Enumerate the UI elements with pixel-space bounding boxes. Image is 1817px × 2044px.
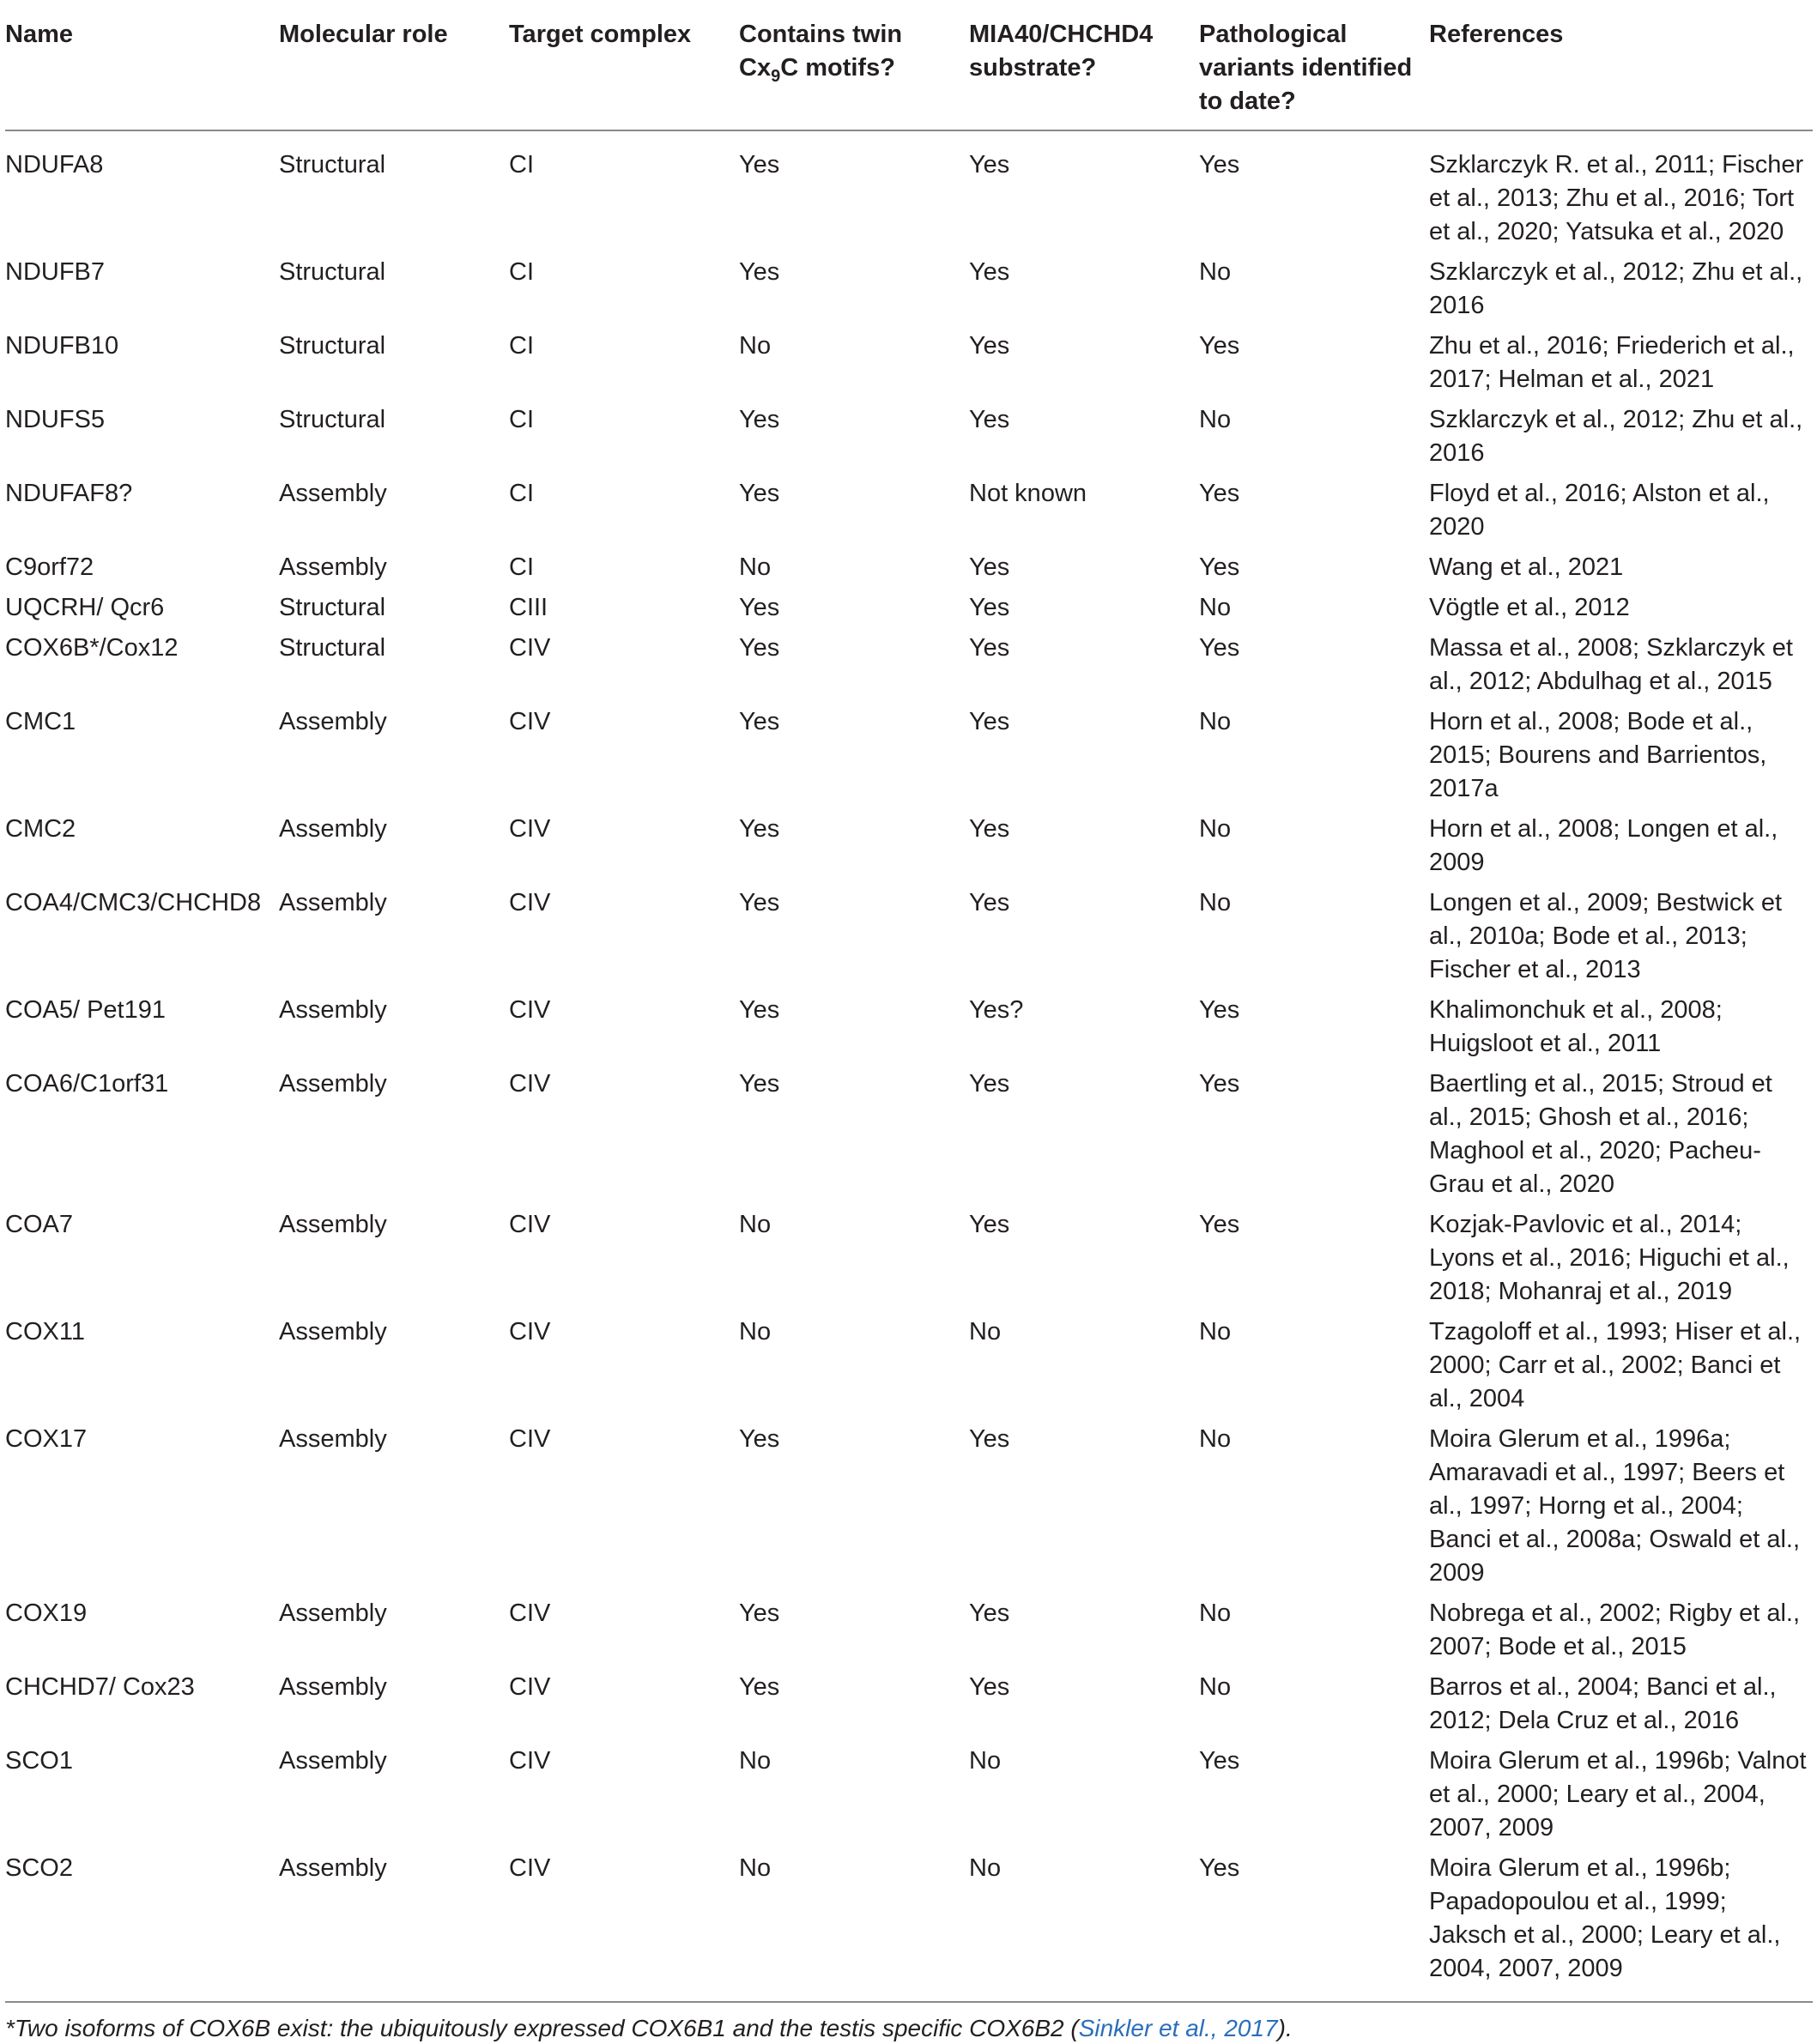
cell-twin-cx9c: Yes: [739, 1070, 780, 1098]
cell-references: Moira Glerum et al., 1996b; Papadopoulou et al., 1999; Jaksch et al., 2000; Leary et al., 2004, 2007, 2009: [1429, 1852, 1813, 2002]
cell-mia40-substrate: Yes: [969, 406, 1010, 433]
header-target-complex: Target complex: [509, 0, 739, 130]
cell-mia40-substrate: Yes: [969, 1600, 1010, 1627]
cell-mia40-substrate: Yes: [969, 1425, 1010, 1453]
cell-target-complex: CIV: [509, 815, 551, 843]
cell-references: Massa et al., 2008; Szklarczyk et al., 2012; Abdulhag et al., 2015: [1429, 634, 1793, 695]
cell-twin-cx9c: Yes: [739, 634, 780, 662]
cell-references: Kozjak-Pavlovic et al., 2014; Lyons et al., 2016; Higuchi et al., 2018; Mohanraj et al., 2019: [1429, 1211, 1790, 1305]
cell-references: Barros et al., 2004; Banci et al., 2012; Dela Cruz et al., 2016: [1429, 1673, 1777, 1734]
cell-target-complex: CIV: [509, 708, 551, 735]
cell-name: CMC2: [5, 815, 76, 843]
cell-molecular-role: Structural: [279, 151, 386, 178]
cell-molecular-role: Assembly: [279, 1600, 387, 1627]
cell-references: Zhu et al., 2016; Friederich et al., 2017; Helman et al., 2021: [1429, 332, 1795, 393]
cell-twin-cx9c: No: [739, 1747, 772, 1775]
cell-references: Horn et al., 2008; Bode et al., 2015; Bourens and Barrientos, 2017a: [1429, 708, 1767, 802]
cell-twin-cx9c: No: [739, 1852, 969, 2002]
cell-twin-cx9c: Yes: [739, 815, 780, 843]
cell-mia40-substrate: Not known: [969, 480, 1087, 507]
cell-name: NDUFA8: [5, 151, 104, 178]
cell-twin-cx9c: Yes: [739, 1425, 780, 1453]
cell-target-complex: CIV: [509, 889, 551, 916]
cell-references: Tzagoloff et al., 1993; Hiser et al., 2000; Carr et al., 2002; Banci et al., 2004: [1429, 1318, 1802, 1412]
cell-twin-cx9c: Yes: [739, 151, 780, 178]
cell-mia40-substrate: Yes: [969, 594, 1010, 621]
cell-molecular-role: Assembly: [279, 1211, 387, 1238]
cell-pathological-variants: Yes: [1199, 996, 1240, 1024]
cell-twin-cx9c: Yes: [739, 480, 780, 507]
cell-pathological-variants: Yes: [1199, 1852, 1429, 2002]
cell-name: COA7: [5, 1211, 73, 1238]
header-molecular-role: Molecular role: [279, 0, 509, 130]
cell-molecular-role: Assembly: [279, 708, 387, 735]
cell-pathological-variants: No: [1199, 594, 1232, 621]
cell-pathological-variants: Yes: [1199, 634, 1240, 662]
footnote-citation-link[interactable]: Sinkler et al., 2017: [1078, 2015, 1278, 2041]
cell-pathological-variants: Yes: [1199, 151, 1240, 178]
cell-mia40-substrate: Yes: [969, 634, 1010, 662]
table-row: [5, 813, 1813, 886]
cell-mia40-substrate: Yes: [969, 553, 1010, 581]
cell-name: COA5/ Pet191: [5, 996, 166, 1024]
table-footnote: [5, 2013, 1817, 2044]
cell-target-complex: CIV: [509, 1600, 551, 1627]
cell-twin-cx9c: No: [739, 1211, 772, 1238]
cell-name: CMC1: [5, 708, 76, 735]
cell-target-complex: CIV: [509, 1318, 551, 1346]
cell-molecular-role: Assembly: [279, 889, 387, 916]
cell-references: Floyd et al., 2016; Alston et al., 2020: [1429, 480, 1770, 541]
table-row: [5, 330, 1813, 403]
cell-twin-cx9c: Yes: [739, 996, 780, 1024]
cell-pathological-variants: Yes: [1199, 1070, 1240, 1098]
protein-table: [5, 0, 1813, 2003]
cell-pathological-variants: Yes: [1199, 1211, 1240, 1238]
cell-references: Khalimonchuk et al., 2008; Huigsloot et al., 2011: [1429, 996, 1723, 1057]
cell-pathological-variants: Yes: [1199, 1747, 1240, 1775]
cell-molecular-role: Structural: [279, 258, 386, 286]
cell-mia40-substrate: Yes: [969, 258, 1010, 286]
table-row: [5, 403, 1813, 477]
cell-molecular-role: Assembly: [279, 996, 387, 1024]
header-row: [5, 0, 1813, 130]
cell-name: SCO1: [5, 1747, 73, 1775]
table-row: [5, 1423, 1813, 1597]
cell-molecular-role: Structural: [279, 332, 386, 360]
cell-molecular-role: Assembly: [279, 1318, 387, 1346]
cell-molecular-role: Structural: [279, 594, 386, 621]
cell-mia40-substrate: Yes?: [969, 996, 1024, 1024]
cell-references: Vögtle et al., 2012: [1429, 594, 1630, 621]
cell-target-complex: CI: [509, 258, 534, 286]
cell-name: COA6/C1orf31: [5, 1070, 169, 1098]
cell-molecular-role: Structural: [279, 406, 386, 433]
cell-target-complex: CIV: [509, 1747, 551, 1775]
cell-mia40-substrate: Yes: [969, 1211, 1010, 1238]
cell-twin-cx9c: Yes: [739, 1600, 780, 1627]
cell-references: Longen et al., 2009; Bestwick et al., 2010a; Bode et al., 2013; Fischer et al., 2013: [1429, 889, 1783, 983]
cell-twin-cx9c: Yes: [739, 406, 780, 433]
footnote-tail: ).: [1277, 2015, 1293, 2041]
cell-mia40-substrate: Yes: [969, 332, 1010, 360]
cell-references: Wang et al., 2021: [1429, 553, 1624, 581]
cell-references: Szklarczyk et al., 2012; Zhu et al., 2016: [1429, 406, 1803, 467]
cell-target-complex: CI: [509, 553, 534, 581]
table-row: [5, 477, 1813, 551]
cell-target-complex: CIV: [509, 1425, 551, 1453]
table-row: [5, 591, 1813, 632]
cell-pathological-variants: No: [1199, 1673, 1232, 1701]
header-twin-sub: 9: [771, 66, 781, 86]
cell-pathological-variants: No: [1199, 1425, 1232, 1453]
header-twin-post: C motifs?: [780, 54, 895, 82]
cell-molecular-role: Assembly: [279, 1852, 509, 2002]
cell-twin-cx9c: Yes: [739, 1673, 780, 1701]
cell-name: SCO2: [5, 1852, 279, 2002]
table-row: [5, 1597, 1813, 1671]
table-row: [5, 256, 1813, 330]
footnote-text: *Two isoforms of COX6B exist: the ubiquitously expressed COX6B1 and the testis specific COX6B2 (: [5, 2015, 1079, 2041]
cell-references: Szklarczyk R. et al., 2011; Fischer et al., 2013; Zhu et al., 2016; Tort et al., 2020; Yatsuka et al., 2020: [1429, 151, 1804, 245]
cell-name: COX19: [5, 1600, 88, 1627]
cell-name: NDUFS5: [5, 406, 106, 433]
header-twin-cx9c: [739, 0, 969, 130]
header-pathological-variants: Pathological variants identified to date?: [1199, 0, 1429, 130]
header-name: Name: [5, 0, 279, 130]
cell-molecular-role: Assembly: [279, 480, 387, 507]
cell-pathological-variants: Yes: [1199, 553, 1240, 581]
cell-references: Baertling et al., 2015; Stroud et al., 2015; Ghosh et al., 2016; Maghool et al., 2020; Pacheu-Grau et al., 2020: [1429, 1070, 1772, 1198]
table-row: [5, 1315, 1813, 1423]
cell-target-complex: CIV: [509, 1211, 551, 1238]
cell-target-complex: CI: [509, 332, 534, 360]
header-mia40-substrate: MIA40/CHCHD4 substrate?: [969, 0, 1199, 130]
cell-twin-cx9c: No: [739, 332, 772, 360]
cell-references: Horn et al., 2008; Longen et al., 2009: [1429, 815, 1778, 876]
cell-mia40-substrate: Yes: [969, 151, 1010, 178]
table-row: [5, 1852, 1813, 2002]
table-row: [5, 1745, 1813, 1852]
cell-mia40-substrate: Yes: [969, 708, 1010, 735]
table-row: [5, 705, 1813, 813]
cell-mia40-substrate: Yes: [969, 889, 1010, 916]
cell-pathological-variants: No: [1199, 889, 1232, 916]
cell-pathological-variants: Yes: [1199, 332, 1240, 360]
header-twin-pre: Contains twin: [739, 21, 903, 48]
cell-target-complex: CIV: [509, 634, 551, 662]
table-row: [5, 551, 1813, 591]
cell-target-complex: CIV: [509, 1852, 739, 2002]
cell-mia40-substrate: No: [969, 1747, 1002, 1775]
cell-references: Szklarczyk et al., 2012; Zhu et al., 2016: [1429, 258, 1803, 319]
table-row: [5, 886, 1813, 994]
cell-twin-cx9c: Yes: [739, 258, 780, 286]
cell-name: CHCHD7/ Cox23: [5, 1673, 195, 1701]
cell-molecular-role: Assembly: [279, 1070, 387, 1098]
cell-twin-cx9c: Yes: [739, 594, 780, 621]
cell-mia40-substrate: No: [969, 1318, 1002, 1346]
table-row: [5, 994, 1813, 1067]
cell-mia40-substrate: No: [969, 1852, 1199, 2002]
table-body: [5, 130, 1813, 2002]
cell-name: NDUFB7: [5, 258, 106, 286]
cell-references: Moira Glerum et al., 1996b; Valnot et al., 2000; Leary et al., 2004, 2007, 2009: [1429, 1747, 1807, 1841]
table-row: [5, 1671, 1813, 1745]
table-row: [5, 1208, 1813, 1315]
table-row: [5, 632, 1813, 705]
cell-name: NDUFAF8?: [5, 480, 133, 507]
cell-target-complex: CI: [509, 151, 534, 178]
cell-references: Nobrega et al., 2002; Rigby et al., 2007; Bode et al., 2015: [1429, 1600, 1801, 1660]
cell-target-complex: CIV: [509, 1070, 551, 1098]
cell-pathological-variants: No: [1199, 1318, 1232, 1346]
cell-mia40-substrate: Yes: [969, 1673, 1010, 1701]
cell-mia40-substrate: Yes: [969, 815, 1010, 843]
cell-molecular-role: Assembly: [279, 1747, 387, 1775]
cell-name: NDUFB10: [5, 332, 119, 360]
header-references: References: [1429, 0, 1813, 130]
cell-molecular-role: Structural: [279, 634, 386, 662]
cell-name: COX17: [5, 1425, 88, 1453]
cell-name: COX6B*/Cox12: [5, 634, 179, 662]
cell-pathological-variants: No: [1199, 1600, 1232, 1627]
cell-twin-cx9c: No: [739, 1318, 772, 1346]
cell-pathological-variants: No: [1199, 815, 1232, 843]
header-twin-cx: Cx: [739, 54, 772, 82]
cell-pathological-variants: Yes: [1199, 480, 1240, 507]
cell-target-complex: CI: [509, 406, 534, 433]
cell-name: COX11: [5, 1318, 85, 1346]
table-row: [5, 1067, 1813, 1208]
table-header: [5, 0, 1813, 130]
cell-twin-cx9c: Yes: [739, 708, 780, 735]
cell-name: UQCRH/ Qcr6: [5, 594, 165, 621]
table-row: [5, 130, 1813, 256]
cell-pathological-variants: No: [1199, 406, 1232, 433]
cell-target-complex: CIV: [509, 1673, 551, 1701]
cell-molecular-role: Assembly: [279, 1673, 387, 1701]
cell-name: C9orf72: [5, 553, 94, 581]
cell-molecular-role: Assembly: [279, 1425, 387, 1453]
cell-mia40-substrate: Yes: [969, 1070, 1010, 1098]
cell-pathological-variants: No: [1199, 258, 1232, 286]
cell-references: Moira Glerum et al., 1996a; Amaravadi et al., 1997; Beers et al., 1997; Horng et al., 2004; Banci et al., 2008a; Oswald et al., 2009: [1429, 1425, 1801, 1587]
cell-molecular-role: Assembly: [279, 815, 387, 843]
cell-target-complex: CI: [509, 480, 534, 507]
cell-name: COA4/CMC3/CHCHD8: [5, 889, 262, 916]
cell-target-complex: CIV: [509, 996, 551, 1024]
cell-target-complex: CIII: [509, 594, 548, 621]
cell-twin-cx9c: No: [739, 553, 772, 581]
cell-pathological-variants: No: [1199, 708, 1232, 735]
cell-molecular-role: Assembly: [279, 553, 387, 581]
cell-twin-cx9c: Yes: [739, 889, 780, 916]
